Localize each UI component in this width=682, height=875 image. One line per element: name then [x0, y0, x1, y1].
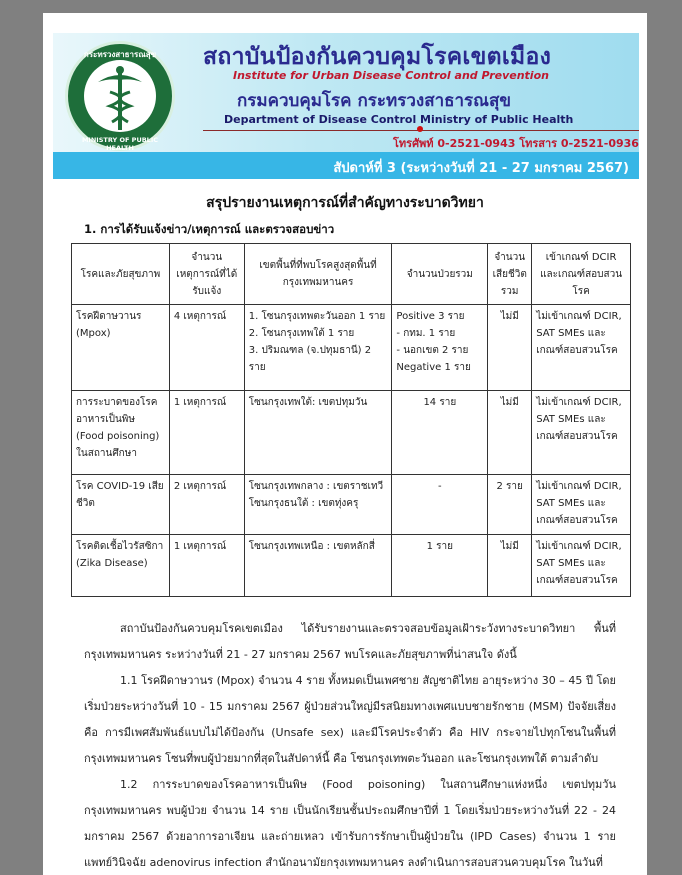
cell-disease: โรคฝีดาษวานร (Mpox) [72, 305, 170, 391]
department-en: Department of Disease Control Ministry of Public Health [224, 113, 574, 126]
case-line: Positive 3 ราย [396, 311, 465, 322]
cell-disease: โรค COVID-19 เสียชีวิต [72, 475, 170, 535]
table-header-row [72, 244, 631, 305]
department-th: กรมควบคุมโรค กระทรวงสาธารณสุข [237, 91, 511, 111]
divider-dot [417, 126, 423, 132]
case-line: 1 ราย [426, 541, 453, 552]
intro-paragraph [84, 616, 616, 668]
cell-deaths: ไม่มี [488, 391, 532, 475]
cell-deaths: ไม่มี [488, 535, 532, 597]
table-row [72, 475, 631, 535]
table-row [72, 305, 631, 391]
p11-text: 1.1 โรคฝีดาษวานร (Mpox) จำนวน 4 ราย ทั้งหมดเป็นเพศชาย สัญชาติไทย อายุระหว่าง 30 – 45 ปี โดยเริ่มป่วยระหว่างวันที่ 10 - 15 มกราคม 2567 ผู้ป่วยส่วนใหญ่มีรสนิยมทางเพศแบบชายรักชาย (MSM) ปัจจัยเสี่ยงคือ การมีเพศสัมพันธ์แบบไม่ได้ป้องกัน (Unsafe sex) และมีโรคประจำตัว คือ HIV กระจายไปทุกโซนในพื้นที่กรุงเทพมหานคร โซนที่พบผู้ป่วยมากที่สุดในสัปดาห์นี้ คือ โซนกรุงเทพตะวันออก และโซนกรุงเทพใต้ ตามลำดับ [84, 674, 616, 765]
events-table [71, 243, 631, 597]
cell-events: 1 เหตุการณ์ [169, 391, 244, 475]
table-row [72, 391, 631, 475]
cell-deaths: ไม่มี [488, 305, 532, 391]
area-line: โซนกรุงเทพเหนือ : เขตหลักสี่ [248, 541, 375, 552]
cell-cases [392, 535, 488, 597]
cell-cases [392, 391, 488, 475]
area-line: 2. โซนกรุงเทพใต้ 1 ราย [248, 328, 355, 339]
header-deaths: จำนวนเสียชีวิตรวม [488, 244, 532, 305]
cell-disease: การระบาดของโรคอาหารเป็นพิษ (Food poisoning) ในสถานศึกษา [72, 391, 170, 475]
cell-areas [244, 391, 392, 475]
area-line: โซนกรุงธนใต้ : เขตทุ่งครุ [248, 498, 359, 509]
logo-text-top: กระทรวงสาธารณสุข [83, 50, 157, 59]
cell-cases [392, 305, 488, 391]
cell-deaths: 2 ราย [488, 475, 532, 535]
week-bar [53, 152, 639, 179]
case-line: Negative 1 ราย [396, 362, 471, 373]
week-label: สัปดาห์ที่ 3 (ระหว่างวันที่ 21 - 27 มกราคม 2567) [333, 161, 629, 176]
ministry-logo [65, 41, 175, 151]
area-line: 1. โซนกรุงเทพตะวันออก 1 ราย [248, 311, 386, 322]
contact-phone: โทรศัพท์ 0-2521-0943 โทรสาร 0-2521-0936 [393, 137, 639, 150]
header-events: จำนวนเหตุการณ์ที่ได้รับแจ้ง [169, 244, 244, 305]
cell-areas [244, 535, 392, 597]
header-criteria: เข้าเกณฑ์ DCIR และเกณฑ์สอบสวนโรค [532, 244, 631, 305]
area-line: โซนกรุงเทพกลาง : เขตราชเทวี [248, 481, 384, 492]
paragraph-1-2 [84, 772, 616, 875]
cell-events: 1 เหตุการณ์ [169, 535, 244, 597]
document-page [43, 13, 647, 875]
institute-title-th: สถาบันป้องกันควบคุมโรคเขตเมือง [203, 44, 552, 70]
case-line: - กทม. 1 ราย [396, 328, 456, 339]
intro-text: สถาบันป้องกันควบคุมโรคเขตเมือง ได้รับรายงานและตรวจสอบข้อมูลเฝ้าระวังทางระบาดวิทยา พื้นที่กรุงเทพมหานคร ระหว่างวันที่ 21 - 27 มกราคม 2567 พบโรคและภัยสุขภาพที่น่าสนใจ ดังนี้ [84, 622, 616, 661]
cell-criteria: ไม่เข้าเกณฑ์ DCIR, SAT SMEs และเกณฑ์สอบสวนโรค [532, 475, 631, 535]
cell-criteria: ไม่เข้าเกณฑ์ DCIR, SAT SMEs และเกณฑ์สอบสวนโรค [532, 391, 631, 475]
table-row [72, 535, 631, 597]
area-line: 3. ปริมณฑล (จ.ปทุมธานี) 2 ราย [248, 345, 372, 373]
document-title: สรุปรายงานเหตุการณ์ที่สำคัญทางระบาดวิทยา [206, 195, 484, 211]
logo-text-bottom: MINISTRY OF PUBLIC HEALTH [81, 136, 159, 152]
paragraph-1-1 [84, 668, 616, 772]
case-line: 14 ราย [423, 397, 457, 408]
section-heading: 1. การได้รับแจ้งข่าว/เหตุการณ์ และตรวจสอบข่าว [84, 222, 335, 236]
cell-events: 2 เหตุการณ์ [169, 475, 244, 535]
cell-events: 4 เหตุการณ์ [169, 305, 244, 391]
area-line: โซนกรุงเทพใต้: เขตปทุมวัน [248, 397, 368, 408]
case-line: - [438, 481, 442, 492]
header-cases: จำนวนป่วยรวม [392, 244, 488, 305]
caduceus-icon [90, 64, 150, 134]
cell-criteria: ไม่เข้าเกณฑ์ DCIR, SAT SMEs และเกณฑ์สอบสวนโรค [532, 305, 631, 391]
p12-text: 1.2 การระบาดของโรคอาหารเป็นพิษ (Food poisoning) ในสถานศึกษาแห่งหนึ่ง เขตปทุมวัน กรุงเทพมหานคร พบผู้ป่วย จำนวน 14 ราย เป็นนักเรียนชั้นประถมศึกษาปีที่ 1 โดยเริ่มป่วยระหว่างวันที่ 22 - 24 มกราคม 2567 ด้วยอาการอาเจียน และถ่ายเหลว เข้ารับการรักษาเป็นผู้ป่วยใน (IPD Cases) จำนวน 1 ราย แพทย์วินิจฉัย adenovirus infection สำนักอนามัยกรุงเทพมหานคร ลงดำเนินการสอบสวนควบคุมโรค ในวันที่ [84, 778, 616, 869]
header-disease: โรคและภัยสุขภาพ [72, 244, 170, 305]
cell-areas [244, 475, 392, 535]
header-areas: เขตพื้นที่ที่พบโรคสูงสุดพื้นที่กรุงเทพมหานคร [244, 244, 392, 305]
cell-criteria: ไม่เข้าเกณฑ์ DCIR, SAT SMEs และเกณฑ์สอบสวนโรค [532, 535, 631, 597]
cell-cases [392, 475, 488, 535]
case-line: - นอกเขต 2 ราย [396, 345, 469, 356]
institute-title-en: Institute for Urban Disease Control and Prevention [233, 69, 549, 82]
cell-disease: โรคติดเชื้อไวรัสซิกา (Zika Disease) [72, 535, 170, 597]
header-banner [53, 33, 639, 179]
cell-areas [244, 305, 392, 391]
